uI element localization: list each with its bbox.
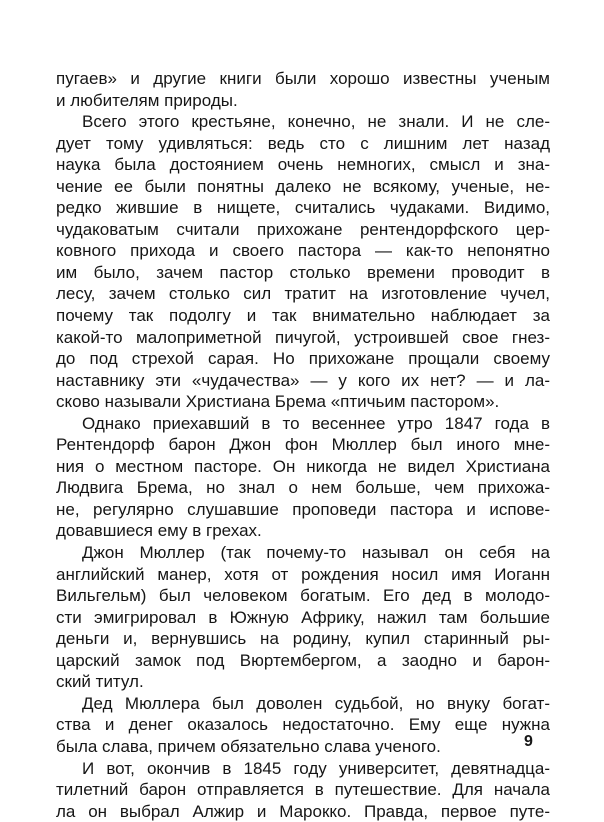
text-line: Вильгельм) был человеком богатым. Его дед в молодо- [56,586,550,606]
text-line: Дед Мюллера был доволен судьбой, но внуку богат- [82,693,550,713]
text-line: сти эмигрировал в Южную Африку, нажил там большие [56,607,550,627]
text-line: до под стрехой сарая. Но прихожане прощали своему [56,349,550,369]
text-line: ства и денег оказалось недостаточно. Ему еще нужна [56,715,550,735]
text-line: была слава, причем обязательно слава ученого. [56,736,441,756]
text-line: чение ее были понятны далеко не всякому, ученые, не- [56,176,550,196]
text-line: ния о местном пасторе. Он никогда не видел Христиана [56,456,550,476]
text-line: ковного прихода и своего пастора — как-то непонятно [56,241,550,261]
text-line: наставнику эти «чудачества» — у кого их нет? — и ла- [56,370,550,390]
text-line: и любителям природы. [56,90,238,110]
text-line: сково называли Христиана Брема «птичьим пастором». [56,392,500,412]
text-line: им было, зачем пастор столько времени проводит в [56,262,550,282]
page-number: 9 [524,733,533,750]
text-line: английский манер, хотя от рождения носил имя Иоганн [56,564,550,584]
text-line: Рентендорф барон Джон фон Мюллер был иного мне- [56,435,550,455]
text-line: почему так подолгу и так внимательно наблюдает за [56,306,550,326]
text-line: наука была достоянием очень немногих, смысл и зна- [56,155,550,175]
text-line: дует тому удивляться: ведь сто с лишним лет назад [56,133,550,153]
text-line: тилетний барон отправляется в путешествие. Для начала [56,780,550,800]
text-line: Всего этого крестьяне, конечно, не знали. И не сле- [82,112,550,132]
text-line: И вот, окончив в 1845 году университет, девятнадца- [82,758,550,778]
text-line: ский титул. [56,672,144,692]
text-line: деньги и, вернувшись на родину, купил старинный ры- [56,629,550,649]
text-line: Однако приехавший в то весеннее утро 1847 года в [82,413,550,433]
text-line: Джон Мюллер (так почему-то называл он себя на [82,543,550,563]
book-page-text [56,68,550,822]
text-line: пугаев» и другие книги были хорошо известны ученым [56,69,550,88]
text-line: лесу, зачем столько сил тратит на изготовление чучел, [56,284,550,304]
text-line: не, регулярно слушавшие проповеди пастора и испове- [56,499,550,519]
text-line: Людвига Брема, но знал о нем больше, чем прихожа- [56,478,550,498]
text-line: чудаковатым считали прихожане рентендорфского цер- [56,219,550,239]
text-line: довавшиеся ему в грехах. [56,521,262,541]
text-line: редко жившие в нищете, считались чудаками. Видимо, [56,198,550,218]
text-line: ла он выбрал Алжир и Марокко. Правда, первое путе- [56,801,550,821]
text-line: царский замок под Вюртембергом, а заодно и барон- [56,650,550,670]
text-line: какой-то малоприметной пичугой, устроившей свое гнез- [56,327,550,347]
